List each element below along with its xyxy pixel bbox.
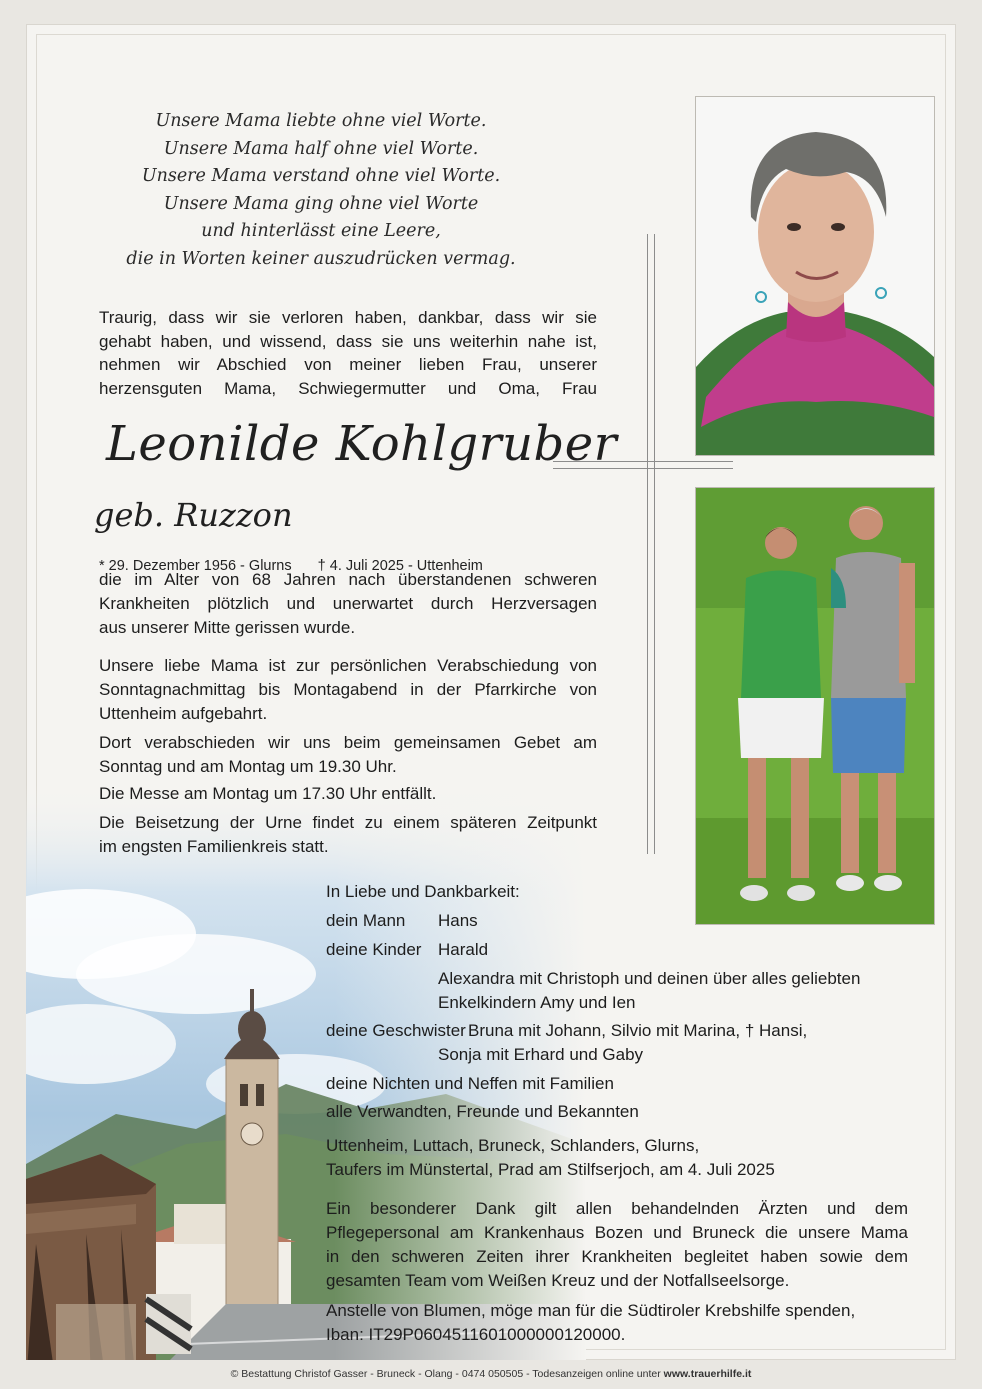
paragraph-line: Die Messe am Montag um 17.30 Uhr entfällt. bbox=[99, 784, 437, 803]
obituary-card bbox=[26, 24, 956, 1360]
paragraph-line: Sonntagnachmittag bis Montagabend in der Pfarrkirche von bbox=[99, 680, 597, 699]
nieces-line: deine Nichten und Neffen mit Familien bbox=[326, 1074, 614, 1093]
siblings-line: Bruna mit Johann, Silvio mit Marina, † Hansi, bbox=[468, 1021, 808, 1040]
children-line: Harald bbox=[438, 940, 489, 959]
paragraph-line: Die Beisetzung der Urne findet zu einem späteren Zeitpunkt bbox=[99, 813, 597, 832]
intro-line: gehabt haben, und wissend, dass sie uns weiterhin nahe ist, bbox=[99, 331, 597, 351]
poem-line: und hinterlässt eine Leere, bbox=[201, 221, 441, 241]
intro-line: nehmen wir Abschied von meiner lieben Frau, unserer bbox=[99, 355, 597, 374]
footer-credits bbox=[0, 1368, 982, 1380]
places-line: Uttenheim, Luttach, Bruneck, Schlanders, Glurns, bbox=[326, 1136, 700, 1155]
paragraph-line: aus unserer Mitte gerissen wurde. bbox=[99, 618, 356, 637]
mourners-heading: In Liebe und Dankbarkeit: bbox=[326, 882, 520, 901]
paragraph-line: im engsten Familienkreis statt. bbox=[99, 837, 329, 856]
paragraph-line: die im Alter von 68 Jahren nach überstandenen schweren bbox=[99, 570, 597, 589]
poem-line: Unsere Mama liebte ohne viel Worte. bbox=[155, 111, 487, 131]
siblings-line: Sonja mit Erhard und Gaby bbox=[438, 1045, 644, 1064]
children-label: deine Kinder bbox=[326, 940, 422, 959]
poem bbox=[106, 108, 536, 273]
poem-line: Unsere Mama ging ohne viel Worte bbox=[163, 193, 479, 214]
thanks-line: Ein besonderer Dank gilt allen behandelnden Ärzten und dem bbox=[326, 1199, 908, 1218]
paragraph-illness bbox=[99, 568, 597, 640]
footer-link[interactable]: www.trauerhilfe.it bbox=[663, 1368, 752, 1380]
paragraph-line: Krankheiten plötzlich und unerwartet durch Herzversagen bbox=[99, 594, 597, 613]
places-line: Taufers im Münstertal, Prad am Stilfserjoch, am 4. Juli 2025 bbox=[326, 1160, 775, 1179]
intro-line: herzensguten Mama, Schwiegermutter und Oma, Frau bbox=[99, 378, 597, 398]
paragraph-line: Uttenheim aufgebahrt. bbox=[99, 704, 268, 723]
deceased-name: Leonilde Kohlgruber bbox=[106, 416, 618, 472]
paragraph-viewing bbox=[99, 654, 597, 726]
paragraph-prayer bbox=[99, 731, 597, 779]
intro-line: Traurig, dass wir sie verloren haben, dankbar, dass wir sie bbox=[99, 308, 597, 327]
relatives-line: alle Verwandten, Freunde und Bekannten bbox=[326, 1102, 639, 1121]
death-date: † 4. Juli 2025 - Uttenheim bbox=[317, 558, 483, 574]
birth-date: * 29. Dezember 1956 - Glurns bbox=[99, 558, 292, 574]
children-line: Enkelkindern Amy und Ien bbox=[438, 993, 636, 1012]
paragraph-line: Dort verabschieden wir uns beim gemeinsamen Gebet am bbox=[99, 733, 597, 752]
intro-text bbox=[99, 306, 597, 400]
thanks-paragraph bbox=[326, 1197, 908, 1293]
portrait-photo bbox=[695, 96, 935, 456]
iban-line: Iban: IT29P0604511601000000120000. bbox=[326, 1325, 626, 1344]
poem-line: die in Worten keiner auszudrücken vermag. bbox=[126, 248, 516, 269]
paragraph-mass bbox=[99, 782, 597, 806]
paragraph-line: Unsere liebe Mama ist zur persönlichen Verabschiedung von bbox=[99, 656, 597, 675]
husband-name: Hans bbox=[438, 911, 478, 930]
siblings-label: deine Geschwister bbox=[326, 1021, 466, 1040]
couple-photo bbox=[695, 487, 935, 925]
poem-line: Unsere Mama verstand ohne viel Worte. bbox=[141, 166, 501, 186]
footer-text: © Bestattung Christof Gasser - Bruneck - Olang - 0474 050505 - Todesanzeigen online unter bbox=[230, 1368, 661, 1380]
thanks-line: gesamten Team vom Weißen Kreuz und der Notfallseelsorge. bbox=[326, 1271, 790, 1290]
paragraph-line: Sonntag und am Montag um 19.30 Uhr. bbox=[99, 757, 397, 776]
donation-line: Anstelle von Blumen, möge man für die Südtiroler Krebshilfe spenden, bbox=[326, 1301, 856, 1320]
poem-line: Unsere Mama half ohne viel Worte. bbox=[163, 138, 479, 159]
maiden-name: geb. Ruzzon bbox=[94, 496, 293, 534]
paragraph-burial bbox=[99, 811, 597, 859]
thanks-line: Pflegepersonal am Krankenhaus Bozen und Bruneck die unsere Mama bbox=[326, 1223, 908, 1242]
husband-label: dein Mann bbox=[326, 911, 406, 930]
thanks-line: in den schweren Zeiten ihrer Krankheiten begleitet haben sowie dem bbox=[326, 1247, 908, 1266]
children-line: Alexandra mit Christoph und deinen über alles geliebten bbox=[438, 969, 861, 988]
